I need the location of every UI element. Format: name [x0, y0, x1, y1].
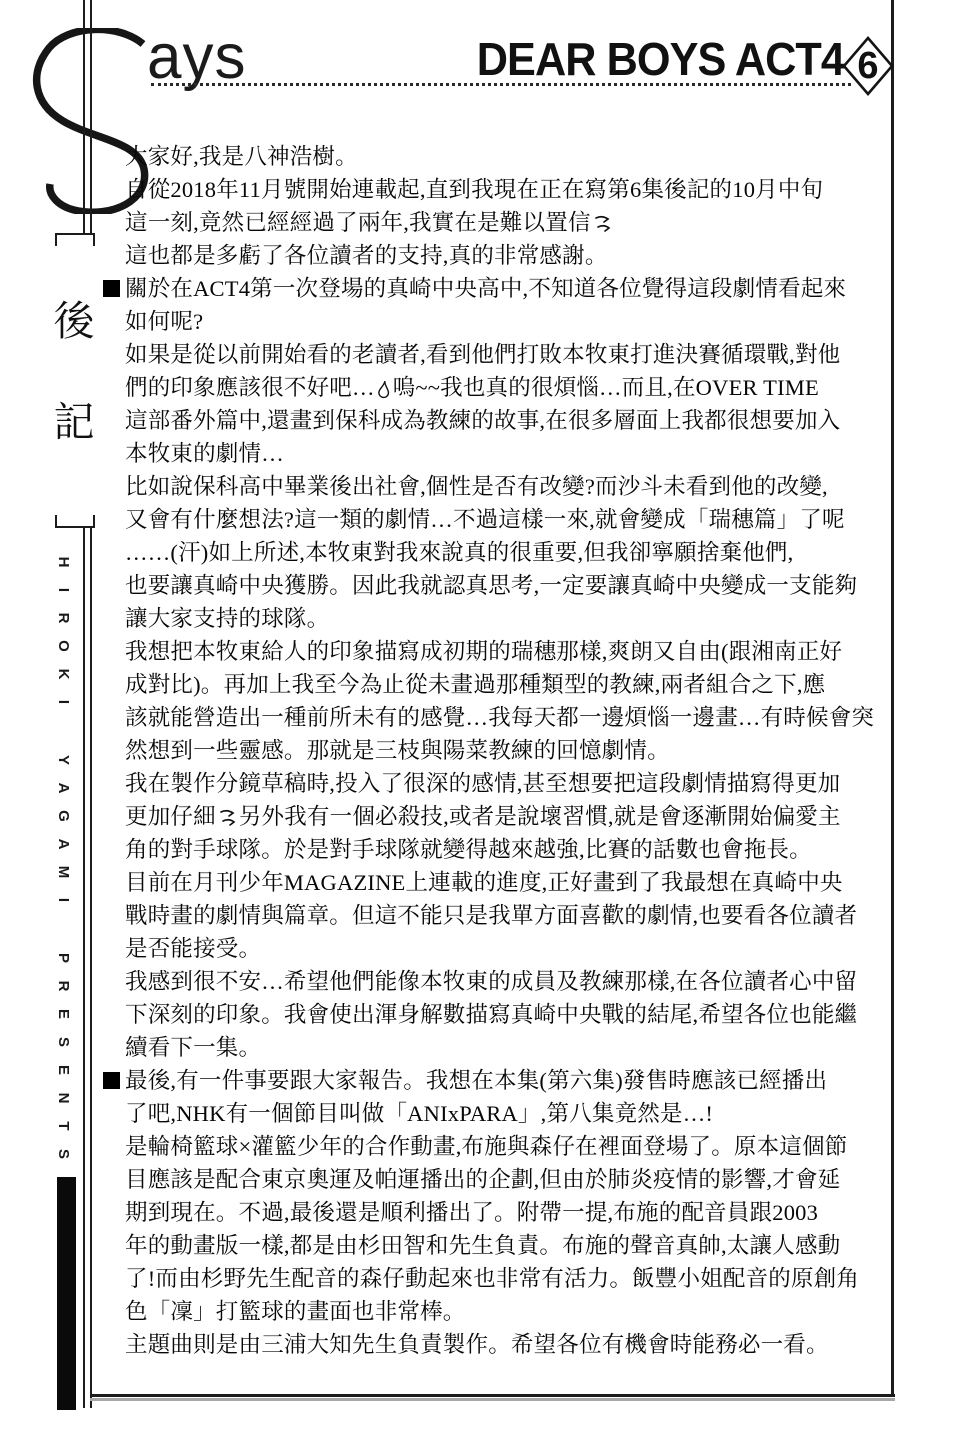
text-segment: 關於在ACT4第一次登場的真崎中央高中,不知道各位覺得這段劇情看起來: [125, 276, 847, 301]
credit-letter: K: [55, 668, 73, 680]
text-line: [103, 800, 889, 833]
text-segment: 了吧,NHK有一個節目叫做「ANIxPARA」,第八集竟然是…!: [125, 1101, 714, 1126]
text-segment: 們的印象應該很不好吧…: [125, 375, 375, 400]
text-segment: 這也都是多虧了各位讀者的支持,真的非常感謝。: [125, 243, 608, 268]
text-segment: 色「凜」打籃球的畫面也非常棒。: [125, 1299, 466, 1324]
text-segment: 是否能接受。: [125, 936, 262, 961]
text-segment: 大家好,我是八神浩樹。: [125, 144, 358, 169]
credit-letter: S: [55, 1148, 73, 1159]
credit-letter: A: [55, 782, 73, 794]
text-line: [103, 932, 889, 965]
text-line: [103, 404, 889, 437]
section-title-char-2: 記: [53, 399, 95, 445]
text-segment: 最後,有一件事要跟大家報告。我想在本集(第六集)發售時應該已經播出: [125, 1068, 828, 1093]
text-line: [103, 1064, 889, 1097]
text-line: [103, 305, 889, 338]
squiggle-icon: [219, 808, 236, 829]
text-line: [103, 833, 889, 866]
text-line: [103, 1295, 889, 1328]
text-segment: 如何呢?: [125, 309, 204, 334]
text-line: [103, 1262, 889, 1295]
text-segment: 嗚~~我也真的很煩惱…而且,在OVER TIME: [392, 375, 819, 400]
text-line: [103, 965, 889, 998]
credit-letter: I: [55, 897, 73, 903]
credit-letter: T: [55, 1121, 73, 1131]
text-segment: 我想把本牧東給人的印象描寫成初期的瑞穗那樣,爽朗又自由(跟湘南正好: [125, 639, 843, 664]
text-segment: 年的動畫版一樣,都是由杉田智和先生負責。布施的聲音真帥,太讓人感動: [125, 1233, 841, 1258]
text-line: [103, 1229, 889, 1262]
text-segment: 下深刻的印象。我會使出渾身解數描寫真崎中央戰的結尾,希望各位也能繼: [125, 1002, 858, 1027]
credit-letter: Y: [55, 754, 73, 765]
credit-letter: I: [55, 587, 73, 593]
text-segment: 該就能營造出一種前所未有的感覺…我每天都一邊煩惱一邊畫…有時候會突: [125, 705, 875, 730]
text-line: [103, 437, 889, 470]
credit-letter: N: [55, 1092, 73, 1104]
frame-right-border: [891, 0, 894, 1397]
text-line: [103, 272, 889, 305]
text-line: [103, 503, 889, 536]
text-line: [103, 206, 889, 239]
text-line: [103, 470, 889, 503]
text-line: [103, 866, 889, 899]
credit-letter: S: [55, 1036, 73, 1047]
section-marker: [103, 1072, 120, 1089]
text-line: [103, 569, 889, 602]
text-segment: 角的對手球隊。於是對手球隊就變得越來越強,比賽的話數也會拖長。: [125, 837, 812, 862]
text-segment: 戰時畫的劇情與篇章。但這不能只是我單方面喜歡的劇情,也要看各位讀者: [125, 903, 858, 928]
text-line: [103, 998, 889, 1031]
says-logo-text: ays: [147, 21, 247, 93]
credit-letter: E: [55, 1008, 73, 1019]
credit-letter: G: [55, 810, 73, 822]
text-segment: 這部番外篇中,還畫到保科成為教練的故事,在很多層面上我都很想要加入: [125, 408, 841, 433]
sweat-drop-icon: [378, 380, 390, 399]
credit-letter: H: [55, 556, 73, 568]
text-segment: 了!而由杉野先生配音的森仔動起來也非常有活力。飯豐小姐配音的原創角: [125, 1266, 860, 1291]
text-segment: 讓大家支持的球隊。: [125, 606, 330, 631]
text-segment: 比如說保科高中畢業後出社會,個性是否有改變?而沙斗未看到他的改變,: [125, 474, 828, 499]
text-segment: ……(汗)如上所述,本牧東對我來說真的很重要,但我卻寧願捨棄他們,: [125, 540, 794, 565]
text-line: [103, 1031, 889, 1064]
text-line: [103, 1328, 889, 1361]
text-segment: 是輪椅籃球×灌籃少年的合作動畫,布施與森仔在裡面登場了。原本這個節: [125, 1134, 848, 1159]
text-line: [103, 1163, 889, 1196]
text-line: [103, 338, 889, 371]
text-line: [103, 734, 889, 767]
frame-bottom-border: [90, 1394, 895, 1397]
text-line: [103, 635, 889, 668]
text-line: [103, 239, 889, 272]
volume-number: 6: [857, 44, 879, 87]
text-line: [103, 701, 889, 734]
credit-letter: M: [55, 865, 73, 879]
text-segment: 目前在月刊少年MAGAZINE上連載的進度,正好畫到了我最想在真崎中央: [125, 870, 843, 895]
text-line: [103, 899, 889, 932]
body-text: [103, 140, 889, 1361]
text-segment: 我在製作分鏡草稿時,投入了很深的感情,甚至想要把這段劇情描寫得更加: [125, 771, 841, 796]
text-line: [103, 1196, 889, 1229]
section-marker: [103, 280, 120, 297]
text-segment: 主題曲則是由三浦大知先生負責製作。希望各位有機會時能務必一看。: [125, 1332, 829, 1357]
text-segment: 又會有什麼想法?這一類的劇情…不過這樣一來,就會變成「瑞穗篇」了呢: [125, 507, 845, 532]
text-segment: 本牧東的劇情…: [125, 441, 284, 466]
text-segment: 更加仔細: [125, 804, 216, 829]
credit-letter: E: [55, 1064, 73, 1075]
text-line: [103, 668, 889, 701]
text-segment: 另外我有一個必殺技,或者是說壞習慣,就是會逐漸開始偏愛主: [238, 804, 841, 829]
author-credit-vertical: [50, 548, 78, 1168]
section-title-char-1: 後: [53, 298, 95, 344]
series-title: DEAR BOYS ACT4: [476, 33, 844, 85]
decorative-black-bar: [57, 1177, 76, 1410]
text-line: [103, 1097, 889, 1130]
text-segment: 然想到一些靈感。那就是三枝與陽菜教練的回憶劇情。: [125, 738, 670, 763]
text-segment: 續看下一集。: [125, 1035, 262, 1060]
text-segment: 自從2018年11月號開始連載起,直到我現在正在寫第6集後記的10月中旬: [125, 177, 824, 202]
text-segment: 這一刻,竟然已經經過了兩年,我實在是難以置信: [125, 210, 591, 235]
volume-badge: [842, 36, 894, 96]
text-segment: 期到現在。不過,最後還是順利播出了。附帶一提,布施的配音員跟2003: [125, 1200, 819, 1225]
text-line: [103, 602, 889, 635]
text-line: [103, 173, 889, 206]
text-line: [103, 1130, 889, 1163]
text-segment: 目應該是配合東京奧運及帕運播出的企劃,但由於肺炎疫情的影響,才會延: [125, 1167, 841, 1192]
credit-letter: R: [55, 980, 73, 992]
text-line: [103, 371, 889, 404]
text-segment: 我感到很不安…希望他們能像本牧東的成員及教練那樣,在各位讀者心中留: [125, 969, 858, 994]
text-line: [103, 767, 889, 800]
squiggle-icon: [594, 214, 611, 235]
text-segment: 如果是從以前開始看的老讀者,看到他們打敗本牧東打進決賽循環戰,對他: [125, 342, 841, 367]
text-segment: 也要讓真崎中央獲勝。因此我就認真思考,一定要讓真崎中央變成一支能夠: [125, 573, 858, 598]
text-segment: 成對比)。再加上我至今為止從未畫過那種類型的教練,兩者組合之下,應: [125, 672, 826, 697]
credit-letter: A: [55, 838, 73, 850]
credit-letter: I: [55, 699, 73, 705]
text-line: [103, 536, 889, 569]
credit-letter: R: [55, 612, 73, 624]
credit-letter: P: [55, 952, 73, 963]
credit-letter: O: [55, 640, 73, 652]
text-line: [103, 140, 889, 173]
